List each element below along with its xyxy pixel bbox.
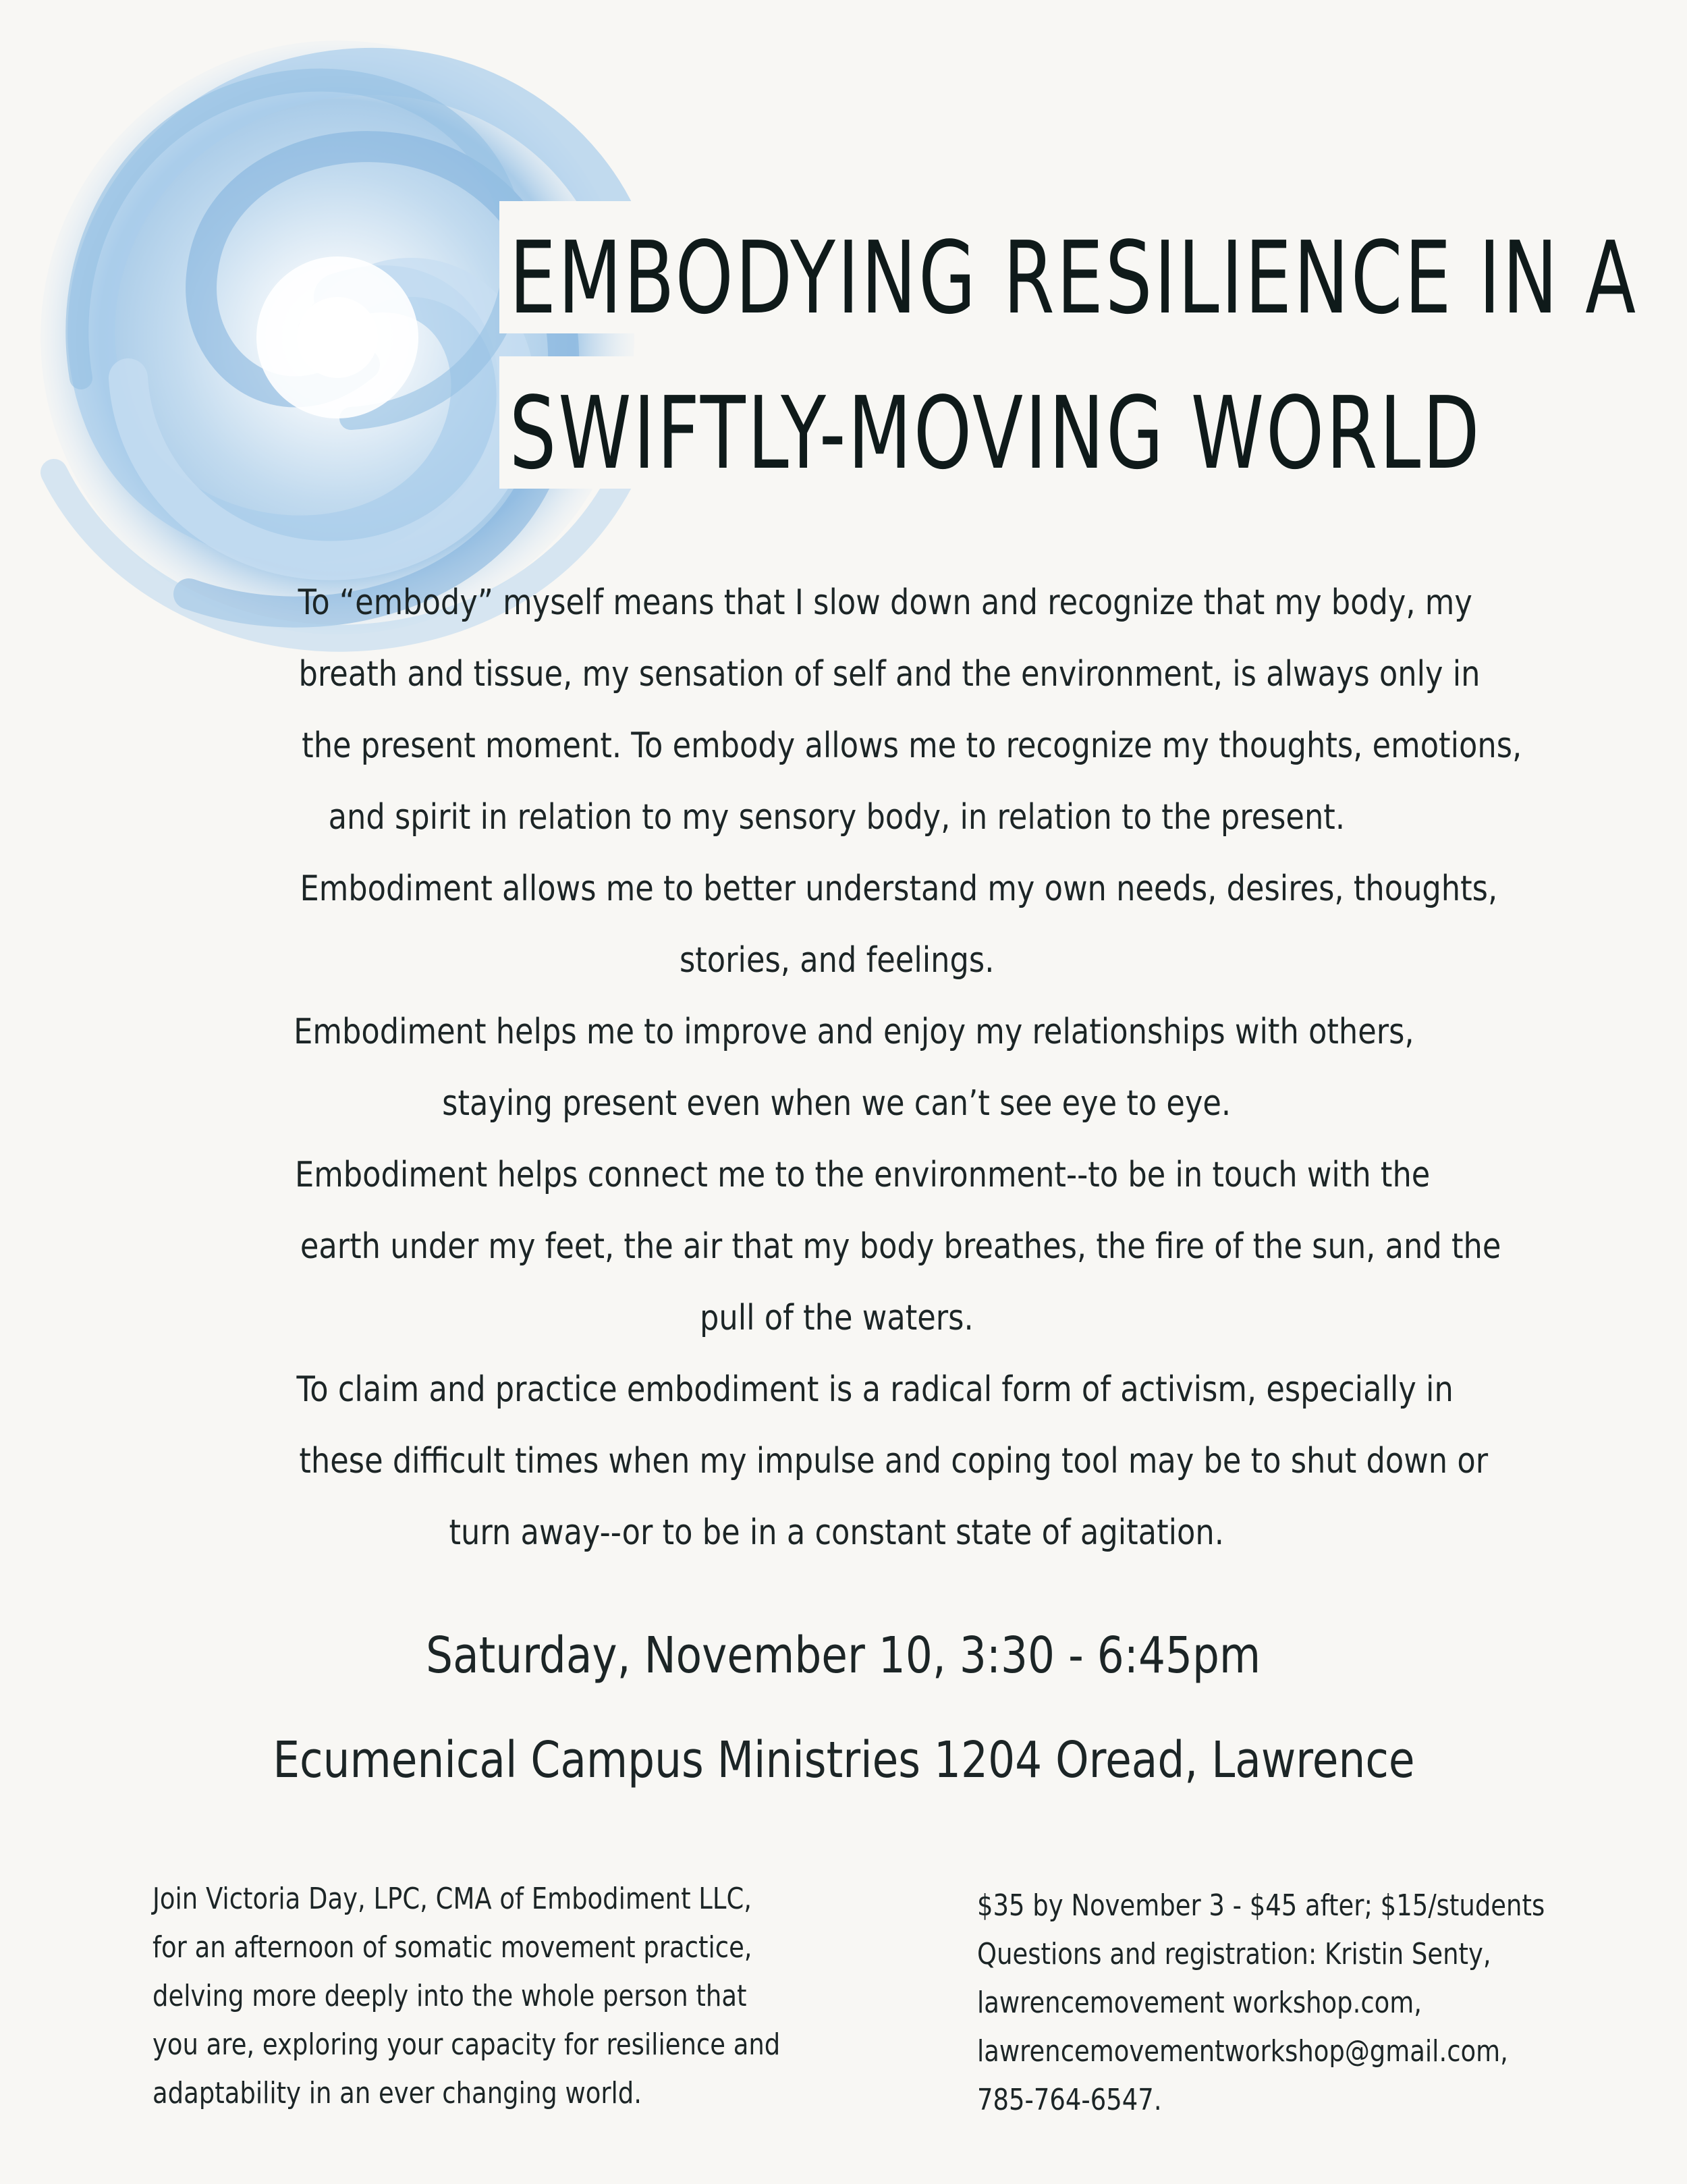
body-line: breath and tissue, my sensation of self and the environment, is always only in: [298, 654, 1481, 694]
body-line: and spirit in relation to my sensory body, in relation to the present.: [328, 797, 1346, 838]
body-line: staying present even when we can’t see eye to eye.: [442, 1083, 1232, 1124]
registration-column: [977, 1882, 1652, 2125]
description-line: you are, exploring your capacity for resilience and: [153, 2027, 781, 2062]
event-date: [169, 1627, 1518, 1685]
body-line: these difficult times when my impulse and coping tool may be to shut down or: [299, 1441, 1489, 1481]
website-link[interactable]: lawrencemovement workshop.com,: [977, 1986, 1422, 2020]
event-location-text: Ecumenical Campus Ministries 1204 Oread, Lawrence: [272, 1731, 1415, 1789]
body-line: To claim and practice embodiment is a radical form of activism, especially in: [296, 1369, 1454, 1410]
title-line-2: SWIFTLY-MOVING WORLD: [499, 356, 1482, 489]
body-text: [202, 567, 1522, 1568]
event-location: [169, 1731, 1518, 1789]
body-line: turn away--or to be in a constant state of agitation.: [449, 1512, 1225, 1553]
body-line: Embodiment helps connect me to the environment--to be in touch with the: [294, 1155, 1431, 1195]
description-line: adaptability in an ever changing world.: [153, 2076, 642, 2110]
body-line: stories, and feelings.: [679, 940, 995, 981]
body-line: pull of the waters.: [700, 1298, 974, 1338]
body-line: earth under my feet, the air that my body breathes, the fire of the sun, and the: [300, 1226, 1501, 1267]
body-line: Embodiment helps me to improve and enjoy my relationships with others,: [294, 1012, 1414, 1052]
description-line: Join Victoria Day, LPC, CMA of Embodiment LLC,: [153, 1882, 752, 1916]
price-line: $35 by November 3 - $45 after; $15/students: [977, 1888, 1545, 1923]
contact-line: Questions and registration: Kristin Senty,: [977, 1937, 1491, 1971]
phone-number: 785-764-6547.: [977, 2083, 1162, 2117]
description-column: [153, 1875, 895, 2118]
description-line: delving more deeply into the whole person that: [153, 1979, 747, 2013]
email-link[interactable]: lawrencemovementworkshop@gmail.com,: [977, 2034, 1508, 2069]
body-line: the present moment. To embody allows me to recognize my thoughts, emotions,: [302, 726, 1522, 766]
description-line: for an afternoon of somatic movement practice,: [153, 1930, 752, 1965]
body-line: To “embody” myself means that I slow down and recognize that my body, my: [298, 582, 1472, 623]
body-line: Embodiment allows me to better understand my own needs, desires, thoughts,: [300, 869, 1498, 909]
event-date-text: Saturday, November 10, 3:30 - 6:45pm: [426, 1627, 1261, 1685]
title-line-1: EMBODYING RESILIENCE IN A: [499, 201, 1638, 333]
